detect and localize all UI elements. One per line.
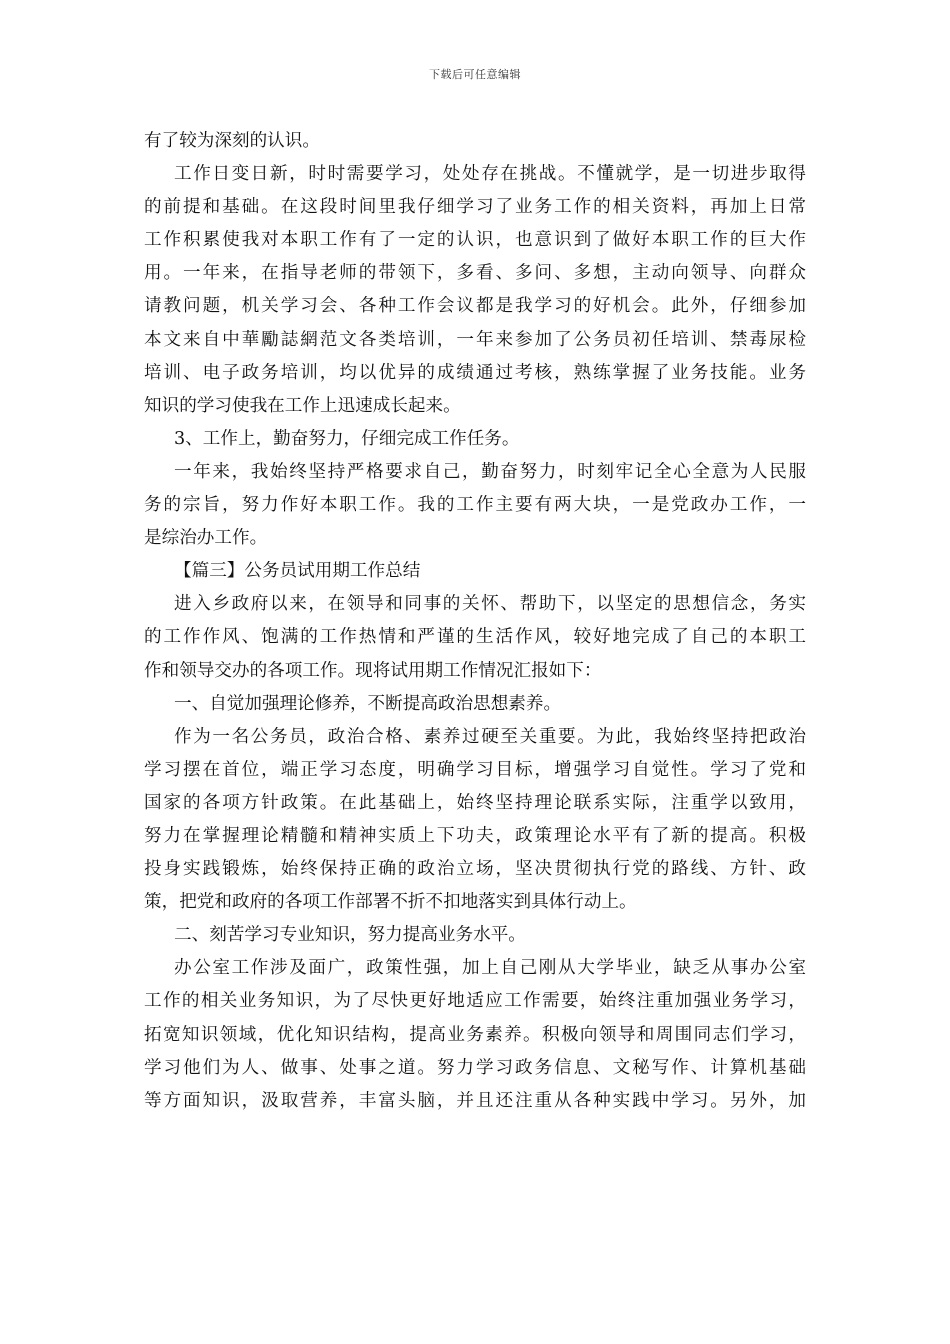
text-line: 【篇三】公务员试用期工作总结	[174, 561, 421, 582]
text-line: 请教问题，机关学习会、各种工作会议都是我学习的好机会。此外，仔细参加	[144, 296, 806, 317]
text-line: 工作的相关业务知识，为了尽快更好地适应工作需要，始终注重加强业务学习，	[144, 991, 806, 1012]
document-body	[144, 125, 806, 1118]
text-line: 的工作作风、饱满的工作热情和严谨的生活作风，较好地完成了自己的本职工	[144, 627, 806, 648]
page-header: 下载后可任意编辑	[429, 68, 521, 81]
text-line: 进入乡政府以来，在领导和同事的关怀、帮助下，以坚定的思想信念，务实	[174, 594, 806, 615]
text-line: 知识的学习使我在工作上迅速成长起来。	[144, 395, 461, 416]
text-line: 投身实践锻炼，始终保持正确的政治立场，坚决贯彻执行党的路线、方针、政	[144, 859, 806, 880]
text-line: 工作积累使我对本职工作有了一定的认识，也意识到了做好本职工作的巨大作	[144, 230, 806, 251]
text-line: 办公室工作涉及面广，政策性强，加上自己刚从大学毕业，缺乏从事办公室	[174, 958, 806, 979]
text-line: 一、自觉加强理论修养，不断提高政治思想素养。	[174, 693, 562, 714]
text-line: 等方面知识，汲取营养，丰富头脑，并且还注重从各种实践中学习。另外，加	[144, 1090, 806, 1111]
text-line: 工作日变日新，时时需要学习，处处存在挑战。不懂就学，是一切进步取得	[174, 164, 806, 185]
text-line: 本文来自中華勵誌網范文各类培训，一年来参加了公务员初任培训、禁毒尿检	[144, 329, 806, 350]
text-line: 3、工作上，勤奋努力，仔细完成工作任务。	[174, 428, 520, 449]
text-line: 是综治办工作。	[144, 528, 268, 549]
text-line: 的前提和基础。在这段时间里我仔细学习了业务工作的相关资料，再加上日常	[144, 197, 806, 218]
text-line: 有了较为深刻的认识。	[144, 131, 320, 151]
text-line: 努力在掌握理论精髓和精神实质上下功夫，政策理论水平有了新的提高。积极	[144, 825, 806, 846]
text-line: 用。一年来，在指导老师的带领下，多看、多问、多想，主动向领导、向群众	[144, 263, 806, 284]
text-line: 二、刻苦学习专业知识，努力提高业务水平。	[174, 925, 526, 946]
text-line: 务的宗旨，努力作好本职工作。我的工作主要有两大块，一是党政办工作，一	[144, 495, 806, 516]
text-line: 作和领导交办的各项工作。现将试用期工作情况汇报如下：	[144, 660, 602, 681]
text-line: 拓宽知识领域，优化知识结构，提高业务素养。积极向领导和周围同志们学习，	[144, 1024, 806, 1045]
text-line: 策，把党和政府的各项工作部署不折不扣地落实到具体行动上。	[144, 892, 637, 913]
text-line: 一年来，我始终坚持严格要求自己，勤奋努力，时刻牢记全心全意为人民服	[174, 461, 806, 482]
text-line: 培训、电子政务培训，均以优异的成绩通过考核，熟练掌握了业务技能。业务	[144, 362, 806, 383]
text-line: 学习摆在首位，端正学习态度，明确学习目标，增强学习自觉性。学习了党和	[144, 759, 806, 780]
text-line: 国家的各项方针政策。在此基础上，始终坚持理论联系实际，注重学以致用，	[144, 792, 806, 813]
text-line: 作为一名公务员，政治合格、素养过硬至关重要。为此，我始终坚持把政治	[174, 726, 806, 747]
text-line: 学习他们为人、做事、处事之道。努力学习政务信息、文秘写作、计算机基础	[144, 1057, 806, 1078]
